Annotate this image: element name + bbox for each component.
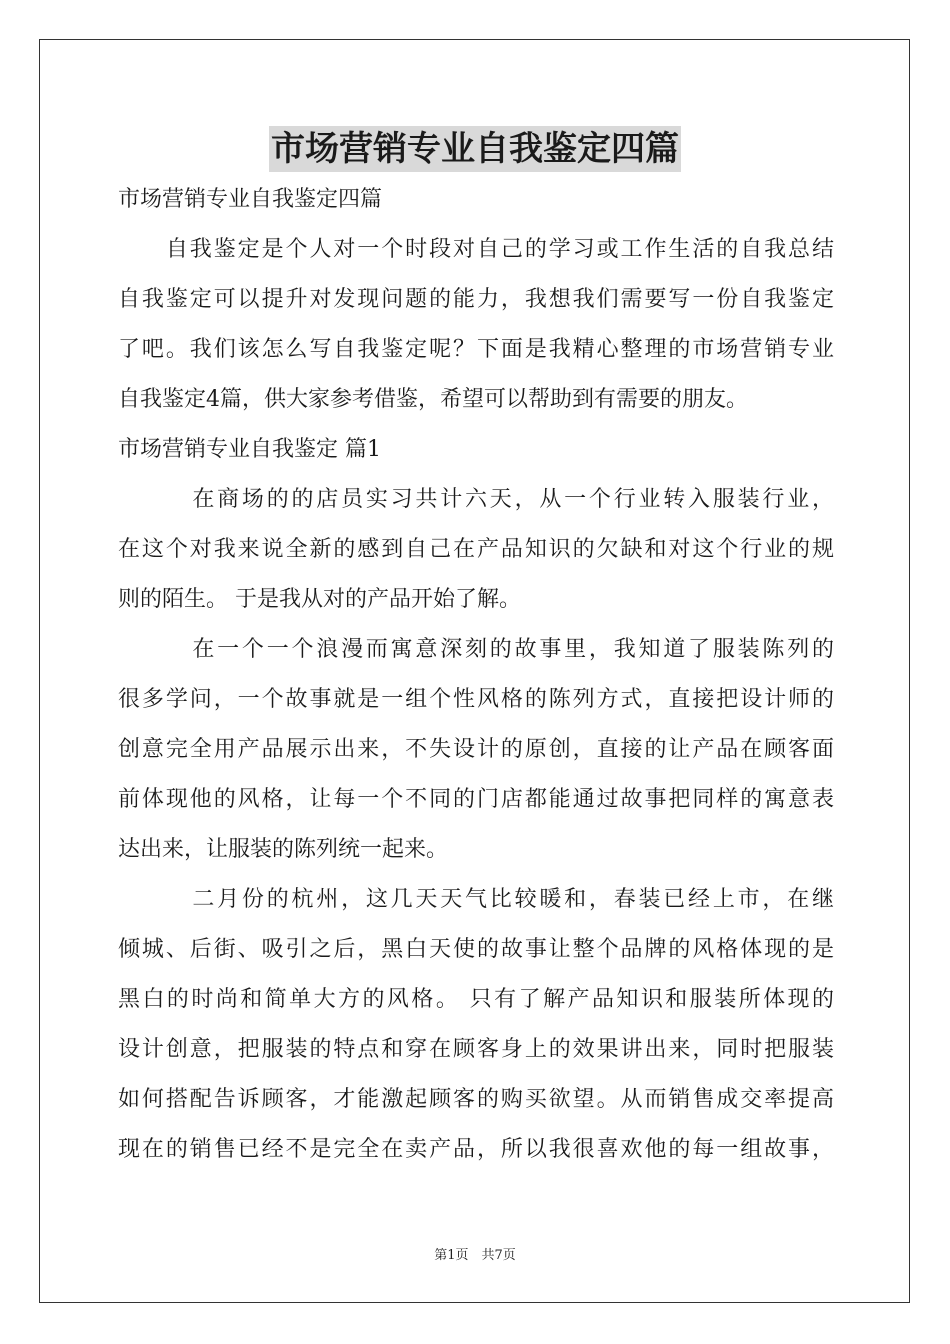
text-line: 在一个一个浪漫而寓意深刻的故事里，我知道了服装陈列的 <box>118 637 834 662</box>
text-line: 自我鉴定是个人对一个时段对自己的学习或工作生活的自我总结 <box>118 237 834 262</box>
document-title: 市场营销专业自我鉴定四篇 <box>269 126 681 172</box>
text-line: 现在的销售已经不是完全在卖产品，所以我很喜欢他的每一组故事， <box>118 1137 834 1162</box>
text-line: 设计创意，把服装的特点和穿在顾客身上的效果讲出来，同时把服装 <box>118 1037 834 1062</box>
text-line: 黑白的时尚和简单大方的风格。 只有了解产品知识和服装所体现的 <box>118 987 834 1012</box>
text-line: 自我鉴定4篇，供大家参考借鉴，希望可以帮助到有需要的朋友。 <box>118 387 748 412</box>
text-line: 自我鉴定可以提升对发现问题的能力，我想我们需要写一份自我鉴定 <box>118 287 834 312</box>
title-container <box>0 126 950 172</box>
text-line: 很多学问，一个故事就是一组个性风格的陈列方式，直接把设计师的 <box>118 687 834 712</box>
text-line: 倾城、后街、吸引之后，黑白天使的故事让整个品牌的风格体现的是 <box>118 937 834 962</box>
text-line: 如何搭配告诉顾客，才能激起顾客的购买欲望。从而销售成交率提高 <box>118 1087 834 1112</box>
page-footer: 第1页 共7页 <box>434 1248 516 1263</box>
text-line: 了吧。我们该怎么写自我鉴定呢？下面是我精心整理的市场营销专业 <box>118 337 834 362</box>
section-heading: 市场营销专业自我鉴定 篇1 <box>118 437 381 462</box>
subtitle-line: 市场营销专业自我鉴定四篇 <box>118 187 383 212</box>
text-line: 在商场的的店员实习共计六天，从一个行业转入服装行业， <box>118 487 834 512</box>
text-line: 在这个对我来说全新的感到自己在产品知识的欠缺和对这个行业的规 <box>118 537 834 562</box>
text-line: 则的陌生。 于是我从对的产品开始了解。 <box>118 587 521 612</box>
text-line: 前体现他的风格，让每一个不同的门店都能通过故事把同样的寓意表 <box>118 787 834 812</box>
text-line: 达出来，让服装的陈列统一起来。 <box>118 837 449 862</box>
text-line: 创意完全用产品展示出来，不失设计的原创，直接的让产品在顾客面 <box>118 737 834 762</box>
text-line: 二月份的杭州，这几天天气比较暖和，春装已经上市，在继 <box>118 887 834 912</box>
